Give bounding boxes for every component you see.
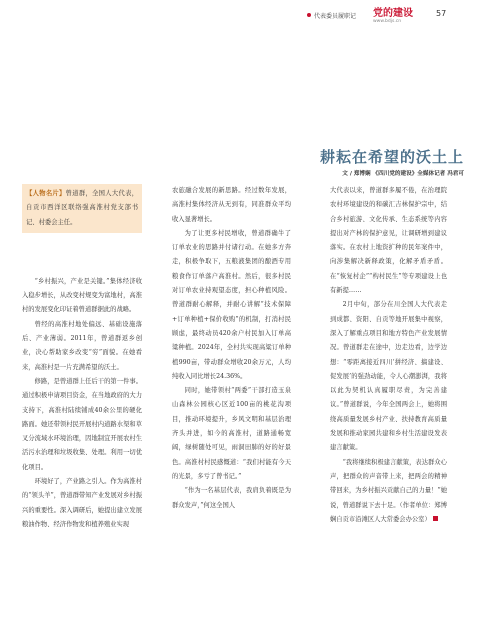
paragraph: 环境好了，产业路之引人。作为高淮村的“领头羊”，曾道群带知产业发展对乡村振兴的重要性。深入调研后，她提出建立发展粮油作物、经济作物发和植养殖业实现 [22, 478, 142, 528]
paragraph: 修路，是曾道群上任后干的第一件事。通过积极申请项目资金，在当地政府的大力支持下，高淮村陆续铺成40余公里的硬化路面。她还带领村民开展村内道路水渠和草叉分流域水环境治理，因地制宜开展农村生活污水治理和垃圾收集、处理。利用一切优化项目。 [22, 377, 142, 471]
paragraph: 大代表以来，曾道群多履不倦，在治理院农村环境建设的和碳汇吉林保护宗中，结合乡村旅游、文化传承、生态系统等内容提出对产林的保护意见，让调研增到建议落实。在农村上地资扩种的民年案件中，向涉集解决新释政策，化解矛盾矛盾。在“恢复村企”“构村民生”等专项建设上也有新提…… [330, 187, 447, 295]
profile-text: 曾道群，全国人大代表，自贡市西洋区联络强高淮村党支部书记、村委会主任。 [26, 190, 139, 226]
section-label-text: 代表委员履职记 [314, 13, 357, 20]
section-label [307, 11, 356, 20]
column-2 [172, 184, 291, 513]
article-byline: 文 / 郑博娴 《四川党的建设》全媒体记者 冯君可 [342, 171, 464, 177]
logo-brand-text: 党的建设 [373, 8, 413, 19]
paragraph: 同时，她带领村“两委”干部打造玉泉山森林公园核心区近100亩的桃花沟项目，推动环境提升，乡风文明和基层治理齐头并进，如今的高淮村，道路通畅宽阔，绿树随处可见，雨洞田肺的好的好景色。高淮村村民感慨道：“我们村能有今天的光景，多亏了曾书记。” [172, 387, 291, 480]
bullet-icon [307, 13, 311, 17]
paragraph: 为了让更多村民增收，曾道群确牛了订单农业的思路并付诸行动。在她多方奔走，积极争取下，五粮液集团的酿酒专用粮食作订单落户高淮村。然后，很多村民对订单农业持观望态度，担心种植风险。曾道群耐心解释，并耐心讲解“技术保障+订单种植+保价收购”的机制，打消村民顾虑，最终动员420余户村民加入订单高粱种植。2024年，全村共实现高粱订单种植990亩，带动群众增收20余万元，人均纯收入同比增长24.36%。 [172, 229, 291, 380]
paragraph: 2月中旬，部分在川全国人大代表走到成都、资阳、自贡等地开展集中视察，深入了解重点项目和地方特色产业发展情况。曾道群走在途中，边走边看，边学边想：“零距离接近四川‘拼经济、搞建设、促发展’的强劲动能，令人心潮澎湃，我将以此为契机认真履职尽责，为完善建议。”曾道群说，今年全国两会上，她将围绕高质量发展乡村产业、扶持教育高质量发展和推动家园共建和乡村生活建设发表建言献策。 [330, 301, 447, 452]
profile-box [22, 184, 142, 233]
article-title: 耕耘在希望的沃土上 [319, 148, 464, 166]
end-mark-icon [433, 516, 438, 521]
paragraph-text: “我将继续积极建言献策，表达群众心声，把群众的声音带上来，把两会的精神带回来，为乡村振兴贡献自己的力量！”她说，曾道群说下去十足。（作者单位：郑博娴自贡市沿滩区人大常委会办公室） [330, 458, 447, 523]
paragraph: “作为一名基层代表，我肩负着既是为群众发声，”何这全国人 [172, 487, 291, 509]
logo-url-text: www.bdjs.cn [373, 19, 402, 24]
column-3 [330, 184, 447, 527]
magazine-logo [373, 8, 429, 28]
profile-label: 【人物名片】 [26, 190, 66, 197]
paragraph: “乡村振兴，产业是关键。”集体经济收入稳步增长，从改变村规变为富地村，高淮村的发展变化印证着曾道群据此的战略。 [22, 277, 142, 314]
page-header [0, 8, 484, 30]
paragraph: 曾经的高淮村地处偏远、基础设施落后、产业薄弱。2011年，曾道群返乡创业，决心帮助家乡改变“穷”面貌。在她看来，高淮村是一片充满希望的沃土。 [22, 320, 142, 371]
page-number: 57 [436, 9, 447, 18]
column-1 [22, 184, 142, 532]
paragraph [330, 456, 447, 527]
paragraph: 农旅融合发展的新思路。经过数年发展，高淮村集体经济从无到有，同准群众平均收入显著增长。 [172, 187, 291, 223]
